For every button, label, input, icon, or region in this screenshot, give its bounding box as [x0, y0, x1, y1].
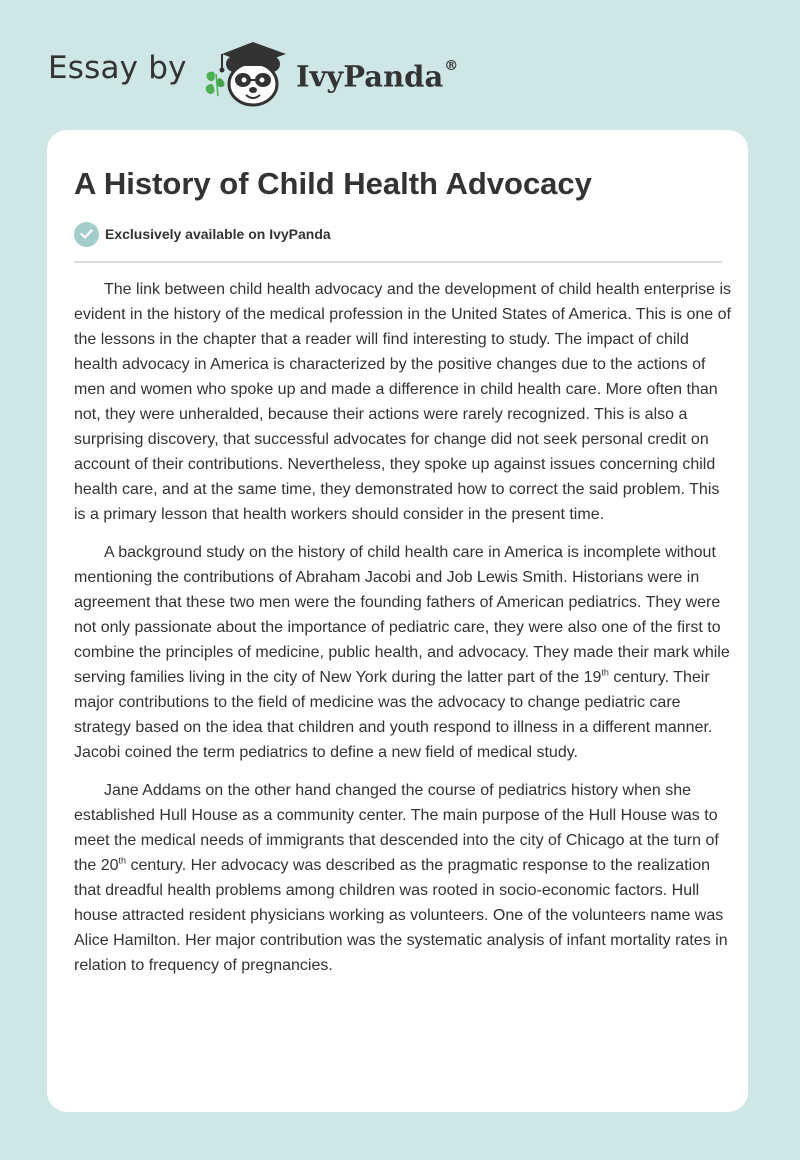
brand-name-text: IvyPanda: [296, 59, 444, 94]
essay-card: [47, 130, 748, 1112]
exclusive-badge: [74, 221, 331, 247]
ordinal-suffix: th: [118, 855, 126, 866]
essay-title: A History of Child Health Advocacy: [74, 166, 592, 201]
ivy-leaf-icon: [206, 72, 225, 96]
paragraph-2-text-before: A background study on the history of child health care in America is incomplete without mentioning the contributions of Abraham Jacobi and Job Lewis Smith. Historians were in agreement that these two men were the founding fathers of American pediatrics. They were not only passionate about the importance of pediatric care, they were also one of the first to combine the principles of medicine, public health, and advocacy. They made their mark while serving families living in the city of New York during the latter part of the 19: [74, 544, 730, 686]
paragraph-3-text-before: Jane Addams on the other hand changed the course of pediatrics history when she established Hull House as a community center. The main purpose of the Hull House was to meet the medical needs of immigrants that descended into the city of Chicago at the turn of the 20: [74, 782, 719, 874]
paragraph-3-text-after: century. Her advocacy was described as the pragmatic response to the realization that dreadful health problems among children was rooted in socio-economic factors. Hull house attracted resident physicians working as volunteers. One of the volunteers name was Alice Hamilton. Her major contribution was the systematic analysis of infant mortality rates in relation to frequency of pregnancies.: [74, 857, 728, 974]
paragraph-3: [74, 778, 734, 978]
ordinal-suffix: th: [601, 667, 609, 678]
title-divider: [74, 261, 722, 263]
registered-mark: ®: [444, 58, 459, 74]
brand-name: [296, 52, 458, 97]
paragraph-2: [74, 540, 734, 765]
panda-graduate-logo-icon: [200, 34, 292, 110]
paragraph-1-text: The link between child health advocacy and the development of child health enterprise is evident in the history of the medical profession in the United States of America. This is one of the lessons in the chapter that a reader will find interesting to study. The impact of child health advocacy in America is characterized by the positive changes due to the actions of men and women who spoke up and made a difference in child health care. More often than not, they were unheralded, because their actions were rarely recognized. This is also a surprising discovery, that successful advocates for change did not seek personal credit on account of their contributions. Nevertheless, they spoke up against issues concerning child health care, and at the same time, they demonstrated how to correct the said problem. This is a primary lesson that health workers should consider in the present time.: [74, 281, 732, 523]
essay-body: [74, 277, 734, 991]
site-header: [0, 0, 800, 120]
paragraph-2-text-after: century. Their major contributions to the field of medicine was the advocacy to change pediatric care strategy based on the idea that children and youth respond to illness in a different manner. Jacobi coined the term pediatrics to define a new field of medical study.: [74, 669, 713, 761]
check-icon: [74, 222, 99, 247]
ivypanda-logo-link[interactable]: [200, 34, 292, 110]
essay-by-label: Essay by: [48, 50, 187, 86]
paragraph-1: [74, 277, 734, 527]
exclusive-badge-label: Exclusively available on IvyPanda: [105, 226, 331, 242]
